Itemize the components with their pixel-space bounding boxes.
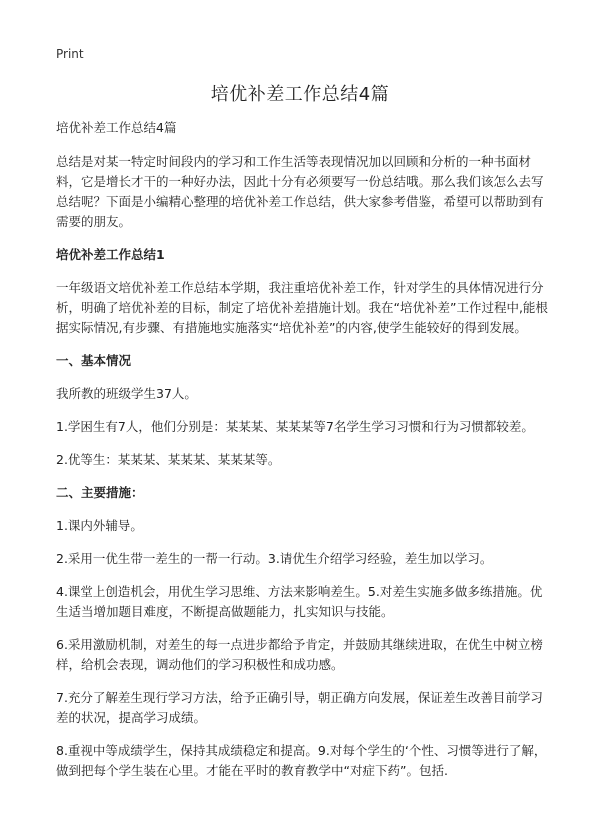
measure-2-3: 2.采用一优生带一差生的一帮一行动。3.请优生介绍学习经验，差生加以学习。 [56,551,493,566]
document-body [56,118,550,794]
measure-7: 7.充分了解差生现行学习方法，给予正确引导，朝正确方向发展，保证差生改善目前学习差的状况，提高学习成绩。 [56,690,543,725]
intro-paragraph: 总结是对某一特定时间段内的学习和工作生活等表现情况加以回顾和分析的一种书面材料，它是增长才干的一种好办法，因此十分有必须要写一份总结哦。那么我们该怎么去写总结呢？下面是小编精心整理的培优补差工作总结，供大家参考借鉴，希望可以帮助到有需要的朋友。 [56,154,544,229]
print-link[interactable]: Print [56,47,84,61]
class-count-paragraph: 我所教的班级学生37人。 [56,386,197,401]
measure-1: 1.课内外辅导。 [56,518,143,533]
section-heading-measures: 二、主要措施： [56,485,144,500]
section-heading-summary-1: 培优补差工作总结1 [56,247,165,262]
page-title: 培优补差工作总结4篇 [210,84,390,105]
excellent-students-paragraph: 2.优等生：某某某、某某某、某某某等。 [56,452,281,467]
subtitle: 培优补差工作总结4篇 [56,120,177,135]
measure-4-5: 4.课堂上创造机会，用优生学习思维、方法来影响差生。5.对差生实施多做多练措施。优生适当增加题目难度，不断提高做题能力，扎实知识与技能。 [56,584,543,619]
struggling-students-paragraph: 1.学困生有7人，他们分别是：某某某、某某某等7名学生学习习惯和行为习惯都较差。 [56,419,534,434]
measure-8-9: 8.重视中等成绩学生，保持其成绩稳定和提高。9.对每个学生的‘个性、习惯等进行了解，做到把每个学生装在心里。才能在平时的教育教学中“对症下药”。包括. [56,743,547,778]
summary-1-paragraph: 一年级语文培优补差工作总结本学期，我注重培优补差工作，针对学生的具体情况进行分析，明确了培优补差的目标，制定了培优补差措施计划。我在“培优补差”工作过程中,能根据实际情况,有步骤、有措施地实施落实“培优补差”的内容,使学生能较好的得到发展。 [56,280,548,335]
measure-6: 6.采用激励机制，对差生的每一点进步都给予肯定，并鼓励其继续进取，在优生中树立榜样，给机会表现，调动他们的学习积极性和成功感。 [56,637,543,672]
section-heading-basic-info: 一、基本情况 [56,353,132,368]
